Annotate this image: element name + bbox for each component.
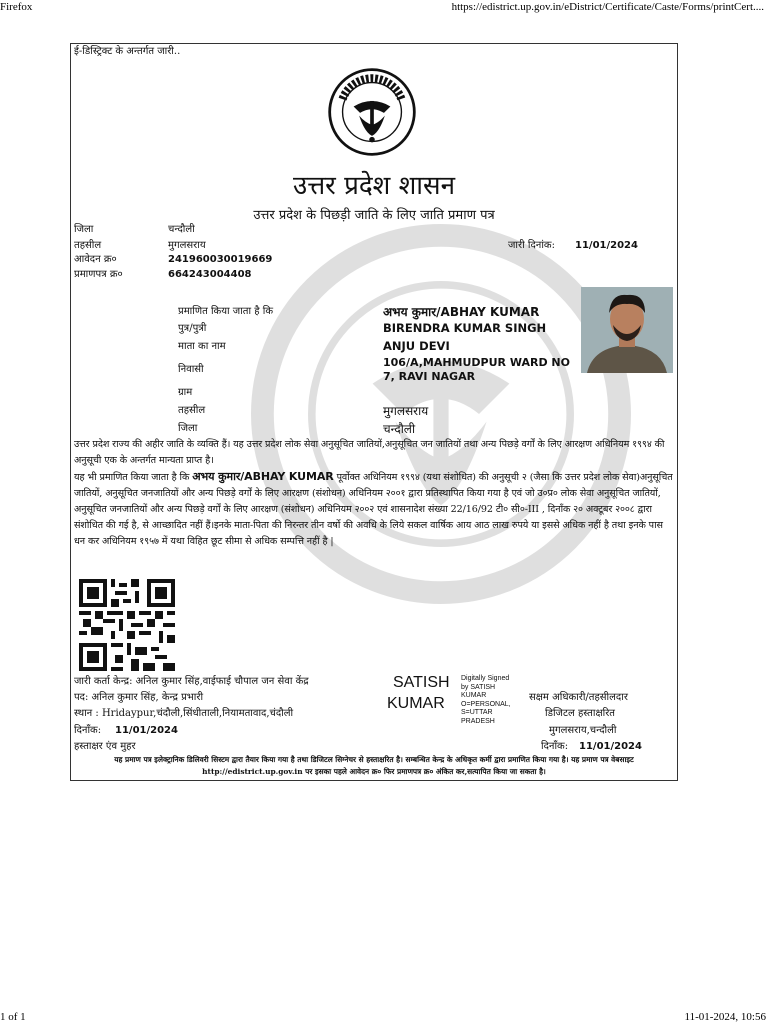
certificate-label: प्रमाणपत्र क्र० [74,269,123,280]
digital-signature-details [461,675,511,727]
browser-app-name: Firefox [0,1,33,13]
applicant-name: अभय कुमार/ABHAY KUMAR [383,305,540,319]
authority-digital-signed: डिजिटल हस्ताक्षरित [545,708,615,719]
authority-title: सक्षम अधिकारी/तहसीलदार [529,692,628,703]
tehsil-value: मुगलसराय [168,240,206,251]
issuer-place: स्थान : Hridaypur,चंदौली,सिंधीताली,नियामतावाद,चंदौली [74,708,294,719]
issuer-date-value: 11/01/2024 [115,725,178,736]
signature-seal-label: हस्ताक्षर एंव मुहर [74,741,136,752]
certificate-footer-note: यह प्रमाण पत्र इलेक्ट्रानिक डिलिवरी सिस्टम द्वारा तैयार किया गया है तथा डिजिटल सिग्नेचर से हस्ताक्षरित है। सम्बन्धित केन्द्र के अधिकृत कर्मी द्वारा प्रमाणित किया गया है। यह प्रमाण पत्र वेबसाइट http://edistrict.up.gov.in पर इसका पहले आवेदन क्र० फिर प्रमाणपत्र क्र० अंकित कर,सत्यापित किया जा सकता है। [114,755,634,776]
detail-tehsil-label: तहसील [178,405,206,416]
eligibility-text: पूर्वोक्त अधिनियम १९९४ (यथा संशोधित) की अनुसूची २ (जैसा कि उत्तर प्रदेश लोक सेवा)अनुसूचित जातियों, अनुसूचित जनजातियों और अन्य पिछड़े वर्गों के लिए आरक्षण (संशोधन) अधिनियम २००१ द्वारा प्रतिस्थापित किया गया है एवं जो उ०प्र० लोक सेवा अनुसूचित जातियों, अनुसूचित जनजातियों और अन्य पिछड़े वर्गों के लिए आरक्षण (संशोधन) अधिनियम २००२ एवं शासनादेश संख्या 22/16/92 टी० सी०-III , दिनाँक २० अक्टूबर २००८ द्वारा संशोधित की गई है, से आच्छादित नहीं हैं।इनके माता-पिता की निरन्तर तीन वर्षो की अवधि के लिये सकल वार्षिक आय आठ लाख रुपये या इससे अधिक नहीं है तथा इनके पास धन कर अधिनियम १९५७ में यथा विहित छूट सीमा से अधिक सम्पत्ति नहीं है | [74,472,673,547]
residence-label: निवासी [178,364,204,375]
digital-by-line: by SATISH [461,683,496,691]
person-photo-icon [581,287,673,373]
signer-name-line2: KUMAR [387,695,445,712]
mother-label: माता का नाम [178,341,226,352]
certificate-number: 664243004408 [168,269,252,280]
digital-signed-line: Digitally Signed [461,675,510,682]
page-count: 1 of 1 [0,1011,26,1023]
detail-district-label: जिला [178,423,198,434]
district-label: जिला [74,224,94,235]
digital-state-line: S=UTTAR [461,709,493,717]
issuer-date-label: दिनाँक: [74,725,102,736]
application-label: आवेदन क्र० [74,254,117,265]
up-government-emblem-icon [326,66,418,158]
digital-state2-line: PRADESH [461,717,495,725]
detail-tehsil-value: मुगलसराय [383,404,429,418]
authority-date-label: दिनाँक: [541,741,569,752]
authority-location: मुगलसराय,चन्दौली [549,725,617,736]
parent-label: पुत्र/पुत्री [178,323,207,334]
top-note: ई-डिस्ट्रिक्ट के अन्तर्गत जारी.. [74,46,181,57]
certificate-title: उत्तर प्रदेश शासन [292,171,456,201]
issue-date-value: 11/01/2024 [575,240,638,251]
verification-qr-code-icon[interactable] [79,579,175,671]
eligibility-statement [74,469,674,550]
village-label: ग्राम [178,387,193,398]
caste-certificate [70,43,678,781]
digital-org-line: O=PERSONAL, [461,700,511,708]
digital-name-line: KUMAR [461,692,487,700]
mother-name: ANJU DEVI [383,339,450,353]
applicant-photo [581,287,673,373]
district-value: चन्दौली [168,224,195,235]
issuer-post: पद: अनिल कुमार सिंह, केन्द्र प्रभारी [74,692,204,703]
signer-name-line1: SATISH [393,674,450,691]
issue-date-label: जारी दिनांक: [508,240,555,251]
application-number: 241960030019669 [168,254,273,265]
authority-date-value: 11/01/2024 [579,741,642,752]
caste-statement: उत्तर प्रदेश राज्य की अहीर जाति के व्यक्ति हैं। यह उत्तर प्रदेश लोक सेवा अनुसूचित जातियों,अनुसूचित जन जातियों तथा अन्य पिछड़े वर्गों के लिए आरक्षण अधिनियम १९९४ की अनुसूची एक के अन्तर्गत मान्यता प्राप्त है। [74,439,665,466]
father-name: BIRENDRA KUMAR SINGH [383,321,547,335]
page-url[interactable]: https://edistrict.up.gov.in/eDistrict/Certificate/Caste/Forms/printCert.... [451,1,764,13]
eligibility-applicant-name: अभय कुमार/ABHAY KUMAR [192,470,334,483]
certify-label: प्रमाणित किया जाता है कि [178,306,274,317]
print-datetime: 11-01-2024, 10:56 [684,1011,766,1023]
tehsil-label: तहसील [74,240,102,251]
detail-district-value: चन्दौली [383,422,416,436]
eligibility-prefix: यह भी प्रमाणित किया जाता है कि [74,472,190,483]
certificate-subtitle: उत्तर प्रदेश के पिछड़ी जाति के लिए जाति प्रमाण पत्र [253,208,495,223]
issuer-center: जारी कर्ता केन्द्र: अनिल कुमार सिंह,वाईफाई चौपाल जन सेवा केंद्र [74,676,309,687]
residence-address: 106/A,MAHMUDPUR WARD NO 7, RAVI NAGAR [383,356,570,383]
